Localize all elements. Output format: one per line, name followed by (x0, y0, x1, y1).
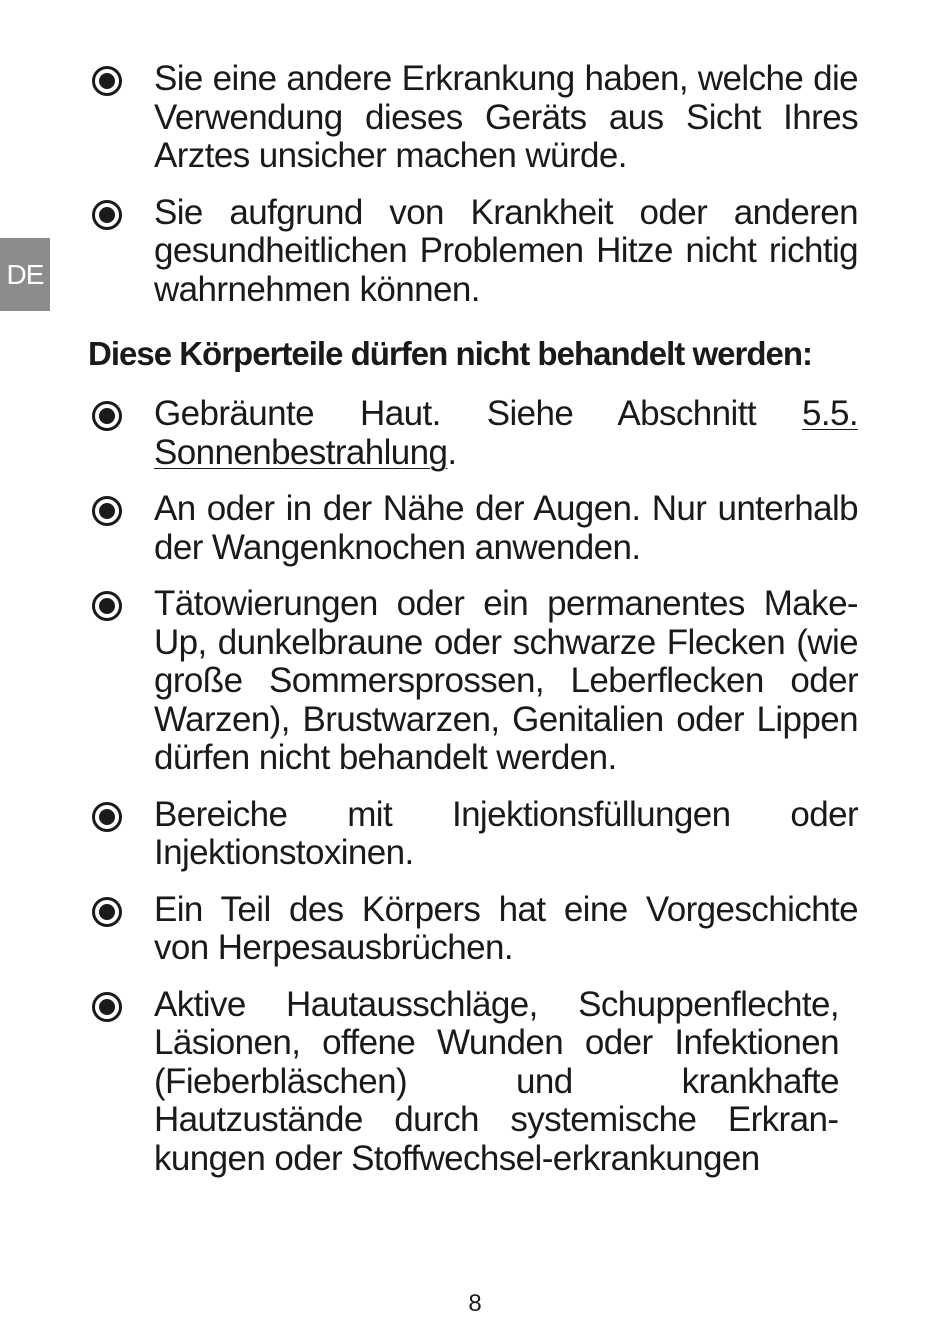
list-item-text: An oder in der Nähe der Augen. Nur unterhalb der Wangenknochen anwenden. (154, 489, 858, 567)
section-reference-link[interactable]: 5.5. Sonnenbestrahlung (154, 394, 858, 472)
list-item (88, 194, 858, 310)
radio-bullet-icon (91, 991, 123, 1023)
list-item (88, 796, 858, 873)
page-number: 8 (468, 1290, 482, 1317)
language-tab-label: DE (6, 258, 44, 290)
list-item (88, 60, 858, 176)
list-item-text: Bereiche mit Injektionsfüllungen oder Injektionstoxinen. (154, 794, 858, 872)
list-item-text: Ein Teil des Körpers hat eine Vorgeschichte von Herpesausbrüchen. (154, 889, 858, 967)
list-item-text: Sie eine andere Erkrankung haben, welche die Verwendung dieses Geräts aus Sicht Ihres Arztes unsicher machen würde. (154, 59, 858, 175)
radio-bullet-icon (91, 400, 123, 432)
section-heading: Diese Körperteile dürfen nicht behandelt werden: (88, 335, 812, 372)
list-item (88, 395, 858, 472)
radio-bullet-icon (91, 65, 123, 97)
language-tab (0, 238, 50, 311)
list-item (88, 490, 858, 567)
radio-bullet-icon (91, 896, 123, 928)
list-item-text: Sie aufgrund von Krankheit oder anderen gesundheitlichen Problemen Hitze nicht richtig wahrnehmen können. (154, 192, 858, 309)
list-item-text: Tätowierungen oder ein permanentes Make-Up, dunkelbraune oder schwarze Flecken (wie große Sommersprossen, Leberflecken oder Warzen), Brustwarzen, Genitalien oder Lippen dürfen nicht behandelt werden. (154, 584, 858, 777)
radio-bullet-icon (91, 495, 123, 527)
list-item-text: Aktive Hautausschläge, Schuppenflechte, Läsionen, offene Wunden oder Infektionen (Fieberbläschen) und krankhafte Hautzustände durch systemische Erkrankungen oder Stoffwechsel-erkrankungen (154, 984, 839, 1178)
list-item-text-after-link: . (447, 432, 457, 472)
radio-bullet-icon (91, 590, 123, 622)
list-item-text-before-link: Gebräunte Haut. Siehe Abschnitt (154, 394, 803, 433)
list-item (88, 986, 858, 1179)
page-content (88, 60, 858, 1196)
list-item-text (154, 395, 858, 472)
radio-bullet-icon (91, 801, 123, 833)
list-item (88, 891, 858, 968)
list-item (88, 585, 858, 778)
radio-bullet-icon (91, 199, 123, 231)
